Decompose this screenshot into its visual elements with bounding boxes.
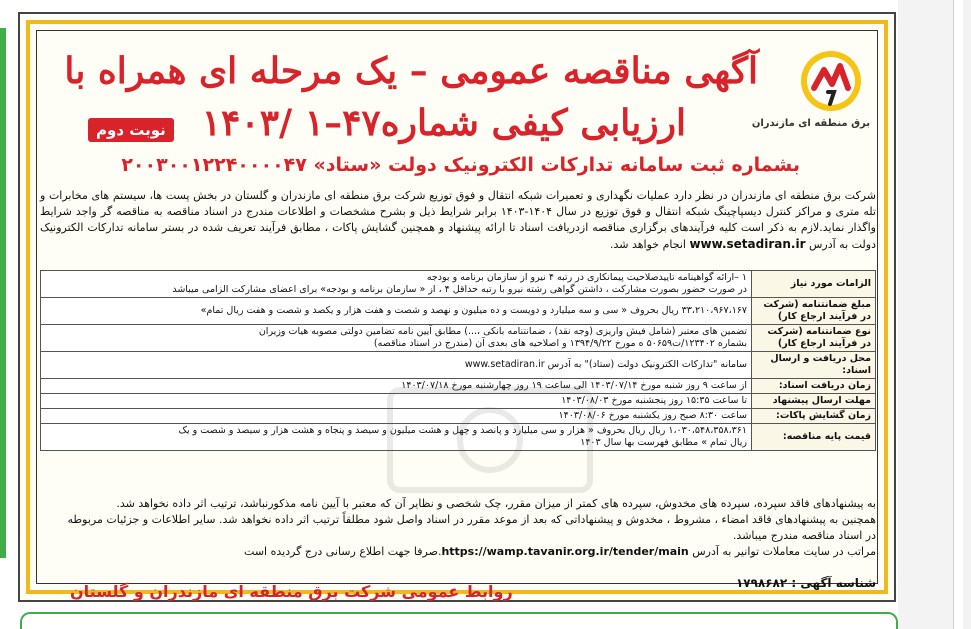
requirement-value-line: تا ساعت ۱۵:۳۵ روز پنجشنبه مورخ ۱۴۰۳/۰۸/۰۳ (561, 395, 747, 406)
round-badge: نوبت دوم (88, 118, 174, 142)
left-green-stripe (0, 28, 6, 558)
logo-text: برق منطقه ای مازندران (751, 118, 870, 129)
requirement-label: نوع ضمانتنامه (شرکت در فرآیند ارجاع کار) (752, 325, 876, 352)
requirement-label: الزامات مورد نیاز (752, 271, 876, 298)
newspaper-watermark-icon (380, 380, 600, 500)
requirement-label: زمان دریافت اسناد: (752, 379, 876, 394)
ad-title-line2: ارزیابی کیفی شماره۴۷–۱ /۱۴۰۳ (201, 102, 686, 144)
note-line: همچنین به پیشنهادهای فاقد امضاء ، مشروط ، مخدوش و پیشنهاداتی که بعد از موعد مقرر در اسناد واصل شود مطلقاً ترتیب اثر داده نخواهد شد. سایر اطلاعات و جزئیات مربوطه (67, 513, 876, 526)
requirement-label: محل دریافت و ارسال اسناد: (752, 352, 876, 379)
note-line: در اسناد مناقصه مندرج میباشد. (732, 529, 876, 542)
requirements-row (41, 325, 876, 352)
next-ad-border (20, 612, 898, 629)
ad-code (736, 576, 876, 590)
requirement-value-line: از ساعت ۹ روز شنبه مورخ ۱۴۰۳/۰۷/۱۴ الی ساعت ۱۹ روز چهارشنبه مورخ ۱۴۰۳/۰۷/۱۸ (401, 380, 747, 391)
requirement-value-line: بشماره ۱۲۳۴۰۲/ت۵۰۶۵۹ ه مورخ ۱۳۹۴/۹/۲۲ و اصلاحیه های بعدی آن (مندرج در اسناد مناقصه) (373, 338, 747, 349)
requirement-value-line: در صورت حضور بصورت مشارکت ، داشتن گواهی رشته نیرو با رتبه حداقل ۴ ، از « سازمان برنامه و بودجه» برای اعضای مشارکت الزامی میباشد (172, 284, 747, 295)
requirement-label: قیمت پایه مناقصه: (752, 424, 876, 451)
ad-title-line1: آگهی مناقصه عمومی – یک مرحله ای همراه با (64, 50, 758, 92)
requirement-value-line: ۱،۰۳۰،۵۴۸،۳۵۸،۳۶۱ ریال ریال بحروف « هزار و سی میلیارد و پانصد و چهل و هشت میلیون و سیصد و پنجاه و هشت هزار و سیصد و شصت و یک (178, 425, 747, 436)
ad-code-label: شناسه آگهی : (791, 576, 876, 590)
requirement-value-line: ۱ –ارائه گواهینامه تاییدصلاحیت پیمانکاری در رتبه ۴ نیرو از سازمان برنامه و بودجه (426, 272, 747, 283)
tavanir-tender-link[interactable]: https://wamp.tavanir.org.ir/tender/main (441, 545, 689, 558)
requirement-label: مبلغ ضمانتنامه (شرکت در فرآیند ارجاع کار) (752, 298, 876, 325)
requirement-value (41, 298, 752, 325)
requirement-value (41, 352, 752, 379)
public-relations-footer: روابط عمومی شرکت برق منطقه ای مازندران و گلستان (70, 582, 513, 601)
site-note (40, 544, 876, 560)
requirement-value-line: سامانه "تدارکات الکترونیک دولت (ستاد)" به آدرس www.setadiran.ir (464, 359, 747, 370)
ad-content (40, 30, 876, 601)
requirement-value-line: ریال تمام » مطابق فهرست بها سال ۱۴۰۳ (580, 437, 747, 448)
intro-text-end: انجام خواهد شد. (609, 238, 686, 251)
ad-code-value: ۱۷۹۸۶۸۲ (735, 576, 788, 590)
requirements-row (41, 352, 876, 379)
note-line: به پیشنهادهای فاقد سپرده، سپرده های مخدوش، سپرده های کمتر از میزان مقرر، چک شخصی و نظایر آن که معتبر با آیین نامه مذکورنباشد، ترتیب اثر داده نخواهد شد. (116, 497, 876, 510)
requirement-value (41, 271, 752, 298)
setad-registration-number: بشماره ثبت سامانه تدارکات الکترونیک دولت «ستاد» ۲۰۰۳۰۰۱۲۲۴۰۰۰۰۴۷ (121, 154, 800, 176)
company-logo (751, 48, 870, 140)
requirements-row (41, 298, 876, 325)
intro-text: شرکت برق منطقه ای مازندران در نظر دارد عملیات نگهداری و تعمیرات شبکه انتقال و فوق توزیع شرکت برق منطقه ای مازندران و گلستان در بخش پست ها، سیستم های مخابرات و تله متری و مراکز کنترل دیسپاچینگ شبکه انتقال و فوق توزیع در سال ۱۴۰۴-۱۴۰۳ برابر شرایط ذیل و بشرح مشخصات و اطلاعات مندرج در اسناد مناقصه به مناقصه گر واجد شرایط واگذار نماید.لازم به ذکر است کلیه فرآیندهای برگزاری مناقصه ازدریافت اسناد تا ارائه پیشنهاد و همچنین گشایش پاکات ، مطابق فرآیند تعریف شده در بستر سامانه تدارکات الکترونیک دولت به آدرس (40, 189, 876, 251)
intro-paragraph (40, 188, 876, 253)
lightning-logo-icon (798, 48, 864, 114)
site-note-prefix: مراتب در سایت معاملات توانیر به آدرس (692, 545, 876, 558)
requirement-value (41, 325, 752, 352)
requirements-row (41, 271, 876, 298)
site-note-suffix: .صرفا جهت اطلاع رسانی درج گردیده است (244, 545, 442, 558)
requirement-value-line: ساعت ۸:۳۰ صبح روز یکشنبه مورخ ۱۴۰۳/۰۸/۰۶ (558, 410, 747, 421)
requirement-label: زمان گشایش پاکات: (752, 409, 876, 424)
right-scroll-edge (953, 0, 963, 629)
requirement-value-line: تضمین های معتبر (شامل فیش واریزی (وجه نقد) ، ضمانتنامه بانکی ،...) مطابق آیین نامه تضامین دولتی مصوبه هیات وزیران (258, 326, 747, 337)
requirement-value-line: ۳۳،۲۱۰،۹۶۷،۱۶۷ ریال بحروف « سی و سه میلیارد و دویست و ده میلیون و نهصد و شصت و هفت هزار و یکصد و شصت و هفت ریال تمام» (200, 305, 747, 316)
requirement-label: مهلت ارسال پیشنهاد (752, 394, 876, 409)
intro-website-link[interactable]: www.setadiran.ir (689, 237, 806, 251)
notes-block (40, 496, 876, 560)
